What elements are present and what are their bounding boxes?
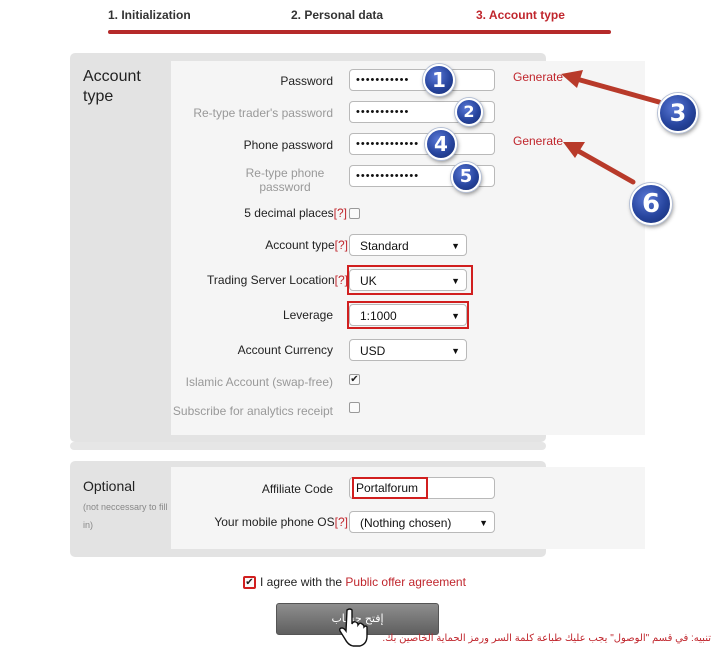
progress-bar bbox=[108, 30, 611, 34]
account-type-select[interactable] bbox=[349, 234, 467, 256]
mobile-os-select[interactable] bbox=[349, 511, 495, 533]
password-label: Password bbox=[280, 74, 333, 88]
phone-password-label: Phone password bbox=[243, 138, 333, 152]
arrowhead-1 bbox=[561, 70, 583, 88]
dropdown-arrow-icon: ▼ bbox=[479, 518, 488, 528]
dropdown-arrow-icon: ▼ bbox=[451, 241, 460, 251]
dropdown-arrow-icon: ▼ bbox=[451, 276, 460, 286]
help-icon[interactable]: [?] bbox=[334, 273, 348, 287]
mobile-os-value: (Nothing chosen) bbox=[360, 516, 452, 530]
currency-label: Account Currency bbox=[237, 343, 333, 357]
agree-checkbox[interactable] bbox=[243, 576, 256, 589]
badge-6: 6 bbox=[630, 183, 672, 225]
leverage-value: 1:1000 bbox=[360, 309, 397, 323]
step-initialization: 1. Initialization bbox=[108, 8, 191, 22]
affiliate-code-highlight bbox=[352, 477, 428, 499]
server-location-row bbox=[207, 273, 348, 287]
retype-phone-password-label: Re-type phone password bbox=[245, 166, 325, 194]
notice-text: تنبيه: في قسم "الوصول" يجب عليك طباعة كلمة السر ورمز الحماية الخاصين بك. bbox=[382, 633, 711, 644]
server-location-label: Trading Server Location bbox=[207, 273, 335, 287]
analytics-checkbox[interactable] bbox=[349, 402, 360, 413]
help-icon[interactable]: [?] bbox=[334, 515, 348, 529]
decimal-places-row bbox=[244, 206, 347, 220]
checkmark-icon: ✔ bbox=[245, 577, 254, 588]
dropdown-arrow-icon: ▼ bbox=[451, 346, 460, 356]
help-icon[interactable]: [?] bbox=[334, 238, 348, 252]
account-type-heading: Account type bbox=[83, 68, 141, 105]
analytics-label: Subscribe for analytics receipt bbox=[172, 404, 333, 418]
badge-4: 4 bbox=[425, 128, 457, 160]
badge-1: 1 bbox=[423, 64, 455, 96]
currency-select[interactable] bbox=[349, 339, 467, 361]
leverage-highlight bbox=[347, 301, 469, 329]
account-type-label: Account type bbox=[265, 238, 335, 252]
server-location-highlight bbox=[347, 265, 473, 295]
account-type-value: Standard bbox=[360, 239, 409, 253]
affiliate-code-input[interactable]: Portalforum bbox=[349, 477, 495, 499]
currency-value: USD bbox=[360, 344, 386, 358]
generate-password-link[interactable]: Generate bbox=[513, 70, 564, 84]
decimal-places-checkbox[interactable] bbox=[349, 208, 360, 219]
retype-password-label: Re-type trader's password bbox=[193, 106, 333, 120]
badge-5: 5 bbox=[451, 162, 481, 192]
hand-cursor-icon bbox=[338, 608, 368, 648]
password-input[interactable]: ••••••••••• bbox=[349, 69, 495, 91]
phone-password-input[interactable]: ••••••••••••• bbox=[349, 133, 495, 155]
agreement-prefix: I agree with the bbox=[260, 575, 343, 589]
public-offer-link[interactable]: Public offer agreement bbox=[345, 575, 466, 589]
help-icon[interactable]: [?] bbox=[333, 206, 347, 220]
step-account-type: 3. Account type bbox=[476, 8, 565, 22]
agreement-text bbox=[260, 575, 466, 589]
optional-heading: Optional bbox=[83, 478, 136, 494]
account-type-row bbox=[265, 238, 348, 252]
retype-phone-password-input[interactable]: ••••••••••••• bbox=[349, 165, 495, 187]
arrow-to-generate-1 bbox=[573, 78, 659, 102]
retype-password-input[interactable]: ••••••••••• bbox=[349, 101, 495, 123]
arrow-to-generate-2 bbox=[573, 148, 633, 182]
mobile-os-row bbox=[214, 515, 348, 529]
server-location-value: UK bbox=[360, 274, 377, 288]
badge-2: 2 bbox=[455, 98, 483, 126]
step-personal-data: 2. Personal data bbox=[291, 8, 384, 22]
mobile-os-label: Your mobile phone OS bbox=[214, 515, 335, 529]
islamic-account-label: Islamic Account (swap-free) bbox=[185, 375, 333, 389]
dropdown-arrow-icon: ▼ bbox=[451, 311, 460, 321]
open-account-button[interactable]: إفتح حساب bbox=[276, 603, 439, 635]
generate-phone-password-link[interactable]: Generate bbox=[513, 134, 564, 148]
islamic-account-checkbox[interactable] bbox=[349, 374, 360, 385]
panel-footer-strip bbox=[70, 442, 546, 450]
leverage-label: Leverage bbox=[282, 308, 333, 322]
badge-3: 3 bbox=[658, 93, 698, 133]
affiliate-code-label: Affiliate Code bbox=[261, 482, 333, 496]
optional-subtitle: (not neccessary to fill in) bbox=[83, 502, 168, 530]
checkmark-icon: ✔ bbox=[350, 374, 359, 385]
decimal-places-label: 5 decimal places bbox=[244, 206, 334, 220]
